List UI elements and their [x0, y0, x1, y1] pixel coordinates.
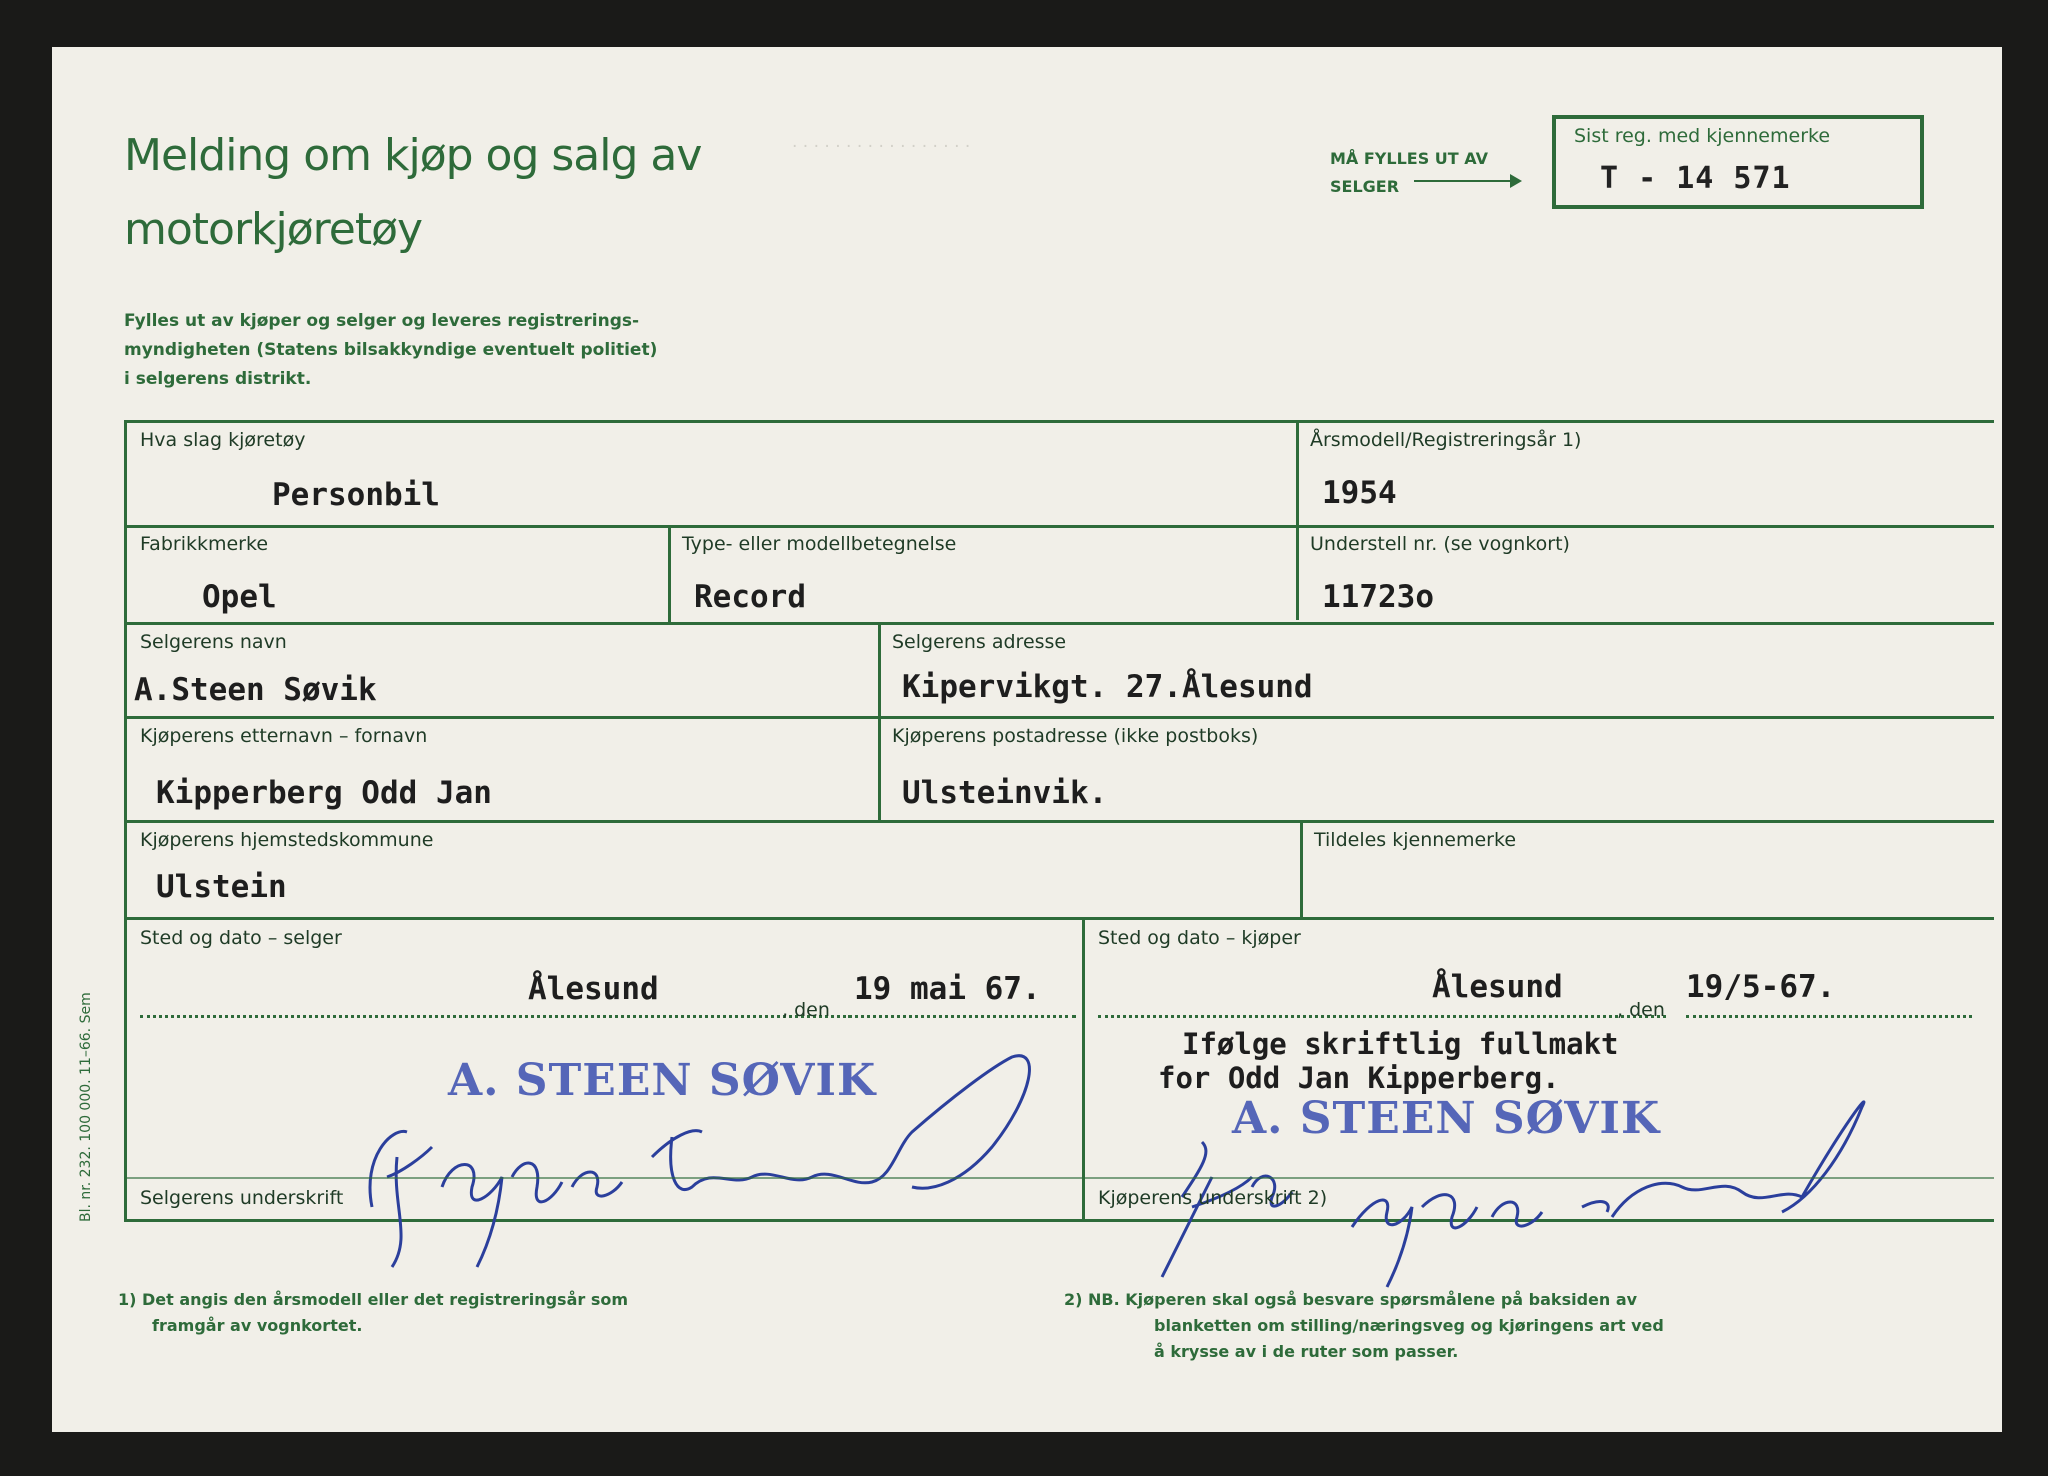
buyer-date-value: 19/5-67.: [1686, 969, 1836, 1005]
make-value: Opel: [202, 579, 277, 615]
buyer-signature-label: Kjøperens underskrift 2): [1098, 1187, 1328, 1209]
vehicle-type-label: Hva slag kjøretøy: [140, 429, 306, 451]
seller-date-dotted-line: [848, 1015, 1076, 1018]
chassis-label: Understell nr. (se vognkort): [1310, 533, 1570, 555]
make-label: Fabrikkmerke: [140, 533, 269, 555]
arrow-right-icon: [1414, 180, 1514, 182]
buyer-name-value: Kipperberg Odd Jan: [156, 775, 492, 811]
buyer-proxy-note-line-2: for Odd Jan Kipperberg.: [1158, 1061, 1560, 1095]
seller-stamp: A. STEEN SØVIK: [448, 1055, 877, 1106]
buyer-municipality-value: Ulstein: [156, 869, 287, 905]
buyer-address-value: Ulsteinvik.: [902, 775, 1108, 811]
seller-den-label: , den: [782, 999, 830, 1021]
registration-label: Sist reg. med kjennemerke: [1574, 125, 1831, 147]
grid-line: [668, 525, 671, 622]
seller-date-value: 19 mai 67.: [854, 971, 1041, 1007]
footnote-2: [1064, 1287, 1664, 1365]
title-line-1: Melding om kjøp og salg av: [124, 130, 702, 181]
form-sheet: [52, 47, 2002, 1432]
grid-line: [124, 420, 1994, 423]
model-value: Record: [694, 579, 806, 615]
buyer-date-dotted-line: [1686, 1015, 1972, 1018]
footnote-1-line-2: framgår av vognkortet.: [152, 1316, 363, 1335]
seller-place-value: Ålesund: [528, 971, 659, 1007]
buyer-name-label: Kjøperens etternavn – fornavn: [140, 725, 428, 747]
model-year-label: Årsmodell/Registreringsår 1): [1310, 429, 1582, 451]
seller-signature-label: Selgerens underskrift: [140, 1187, 344, 1209]
instructions-line-2: myndigheten (Statens bilsakkyndige eventuelt politiet): [124, 340, 658, 360]
grid-line: [124, 622, 1994, 625]
seller-name-value: A.Steen Søvik: [134, 672, 377, 708]
must-fill-notice: [1330, 145, 1488, 201]
grid-line: [878, 622, 881, 820]
seller-signature-drawing: [352, 1037, 1072, 1277]
signature-line: [124, 1177, 1994, 1179]
buyer-place-date-label: Sted og dato – kjøper: [1098, 927, 1301, 949]
model-year-value: 1954: [1322, 475, 1397, 511]
grid-line: [124, 917, 1994, 920]
seller-address-label: Selgerens adresse: [892, 631, 1067, 653]
footnote-2-line-2: blanketten om stilling/næringsveg og kjøringens art ved: [1154, 1316, 1664, 1335]
grid-line: [124, 420, 127, 1222]
registration-box: [1552, 115, 1924, 209]
seller-name-label: Selgerens navn: [140, 631, 287, 653]
grid-line: [1300, 820, 1303, 917]
form-number-side-text: Bl. nr. 232. 100 000. 11–66. Sem: [78, 992, 94, 1222]
buyer-den-label: , den: [1617, 999, 1665, 1021]
must-fill-line-1: MÅ FYLLES UT AV: [1330, 149, 1488, 168]
form-title: [124, 119, 824, 267]
form-instructions: [124, 307, 764, 394]
buyer-proxy-note-line-1: Ifølge skriftlig fullmakt: [1182, 1027, 1619, 1061]
grid-line: [1296, 420, 1299, 620]
buyer-address-label: Kjøperens postadresse (ikke postboks): [892, 725, 1259, 747]
must-fill-line-2: SELGER: [1330, 177, 1400, 196]
buyer-stamp: A. STEEN SØVIK: [1232, 1093, 1661, 1144]
instructions-line-3: i selgerens distrikt.: [124, 369, 312, 389]
grid-line: [1082, 917, 1085, 1219]
seller-place-dotted-line: [140, 1015, 846, 1018]
footnote-2-line-3: å krysse av i de ruter som passer.: [1154, 1342, 1459, 1361]
buyer-municipality-label: Kjøperens hjemstedskommune: [140, 829, 434, 851]
arrow-head-icon: [1510, 174, 1522, 188]
grid-line: [124, 820, 1994, 823]
seller-place-date-label: Sted og dato – selger: [140, 927, 342, 949]
registration-value: T - 14 571: [1600, 161, 1791, 196]
buyer-place-value: Ålesund: [1432, 969, 1563, 1005]
instructions-line-1: Fylles ut av kjøper og selger og leveres registrerings-: [124, 311, 640, 331]
footnote-1-line-1: 1) Det angis den årsmodell eller det registreringsår som: [118, 1290, 629, 1309]
footnote-2-line-1: 2) NB. Kjøperen skal også besvare spørsmålene på baksiden av: [1064, 1290, 1638, 1309]
footnote-1: [118, 1287, 628, 1339]
buyer-place-dotted-line: [1098, 1015, 1666, 1018]
assigned-plate-label: Tildeles kjennemerke: [1314, 829, 1517, 851]
grid-line: [124, 716, 1994, 719]
show-through-text: · · · · · · · · · · · · · · · · ·: [792, 137, 971, 157]
model-label: Type- eller modellbetegnelse: [682, 533, 957, 555]
title-line-2: motorkjøretøy: [124, 204, 423, 255]
seller-address-value: Kipervikgt. 27.Ålesund: [902, 669, 1313, 705]
vehicle-type-value: Personbil: [272, 477, 440, 513]
grid-line: [124, 525, 1994, 528]
chassis-value: 11723o: [1322, 579, 1434, 615]
